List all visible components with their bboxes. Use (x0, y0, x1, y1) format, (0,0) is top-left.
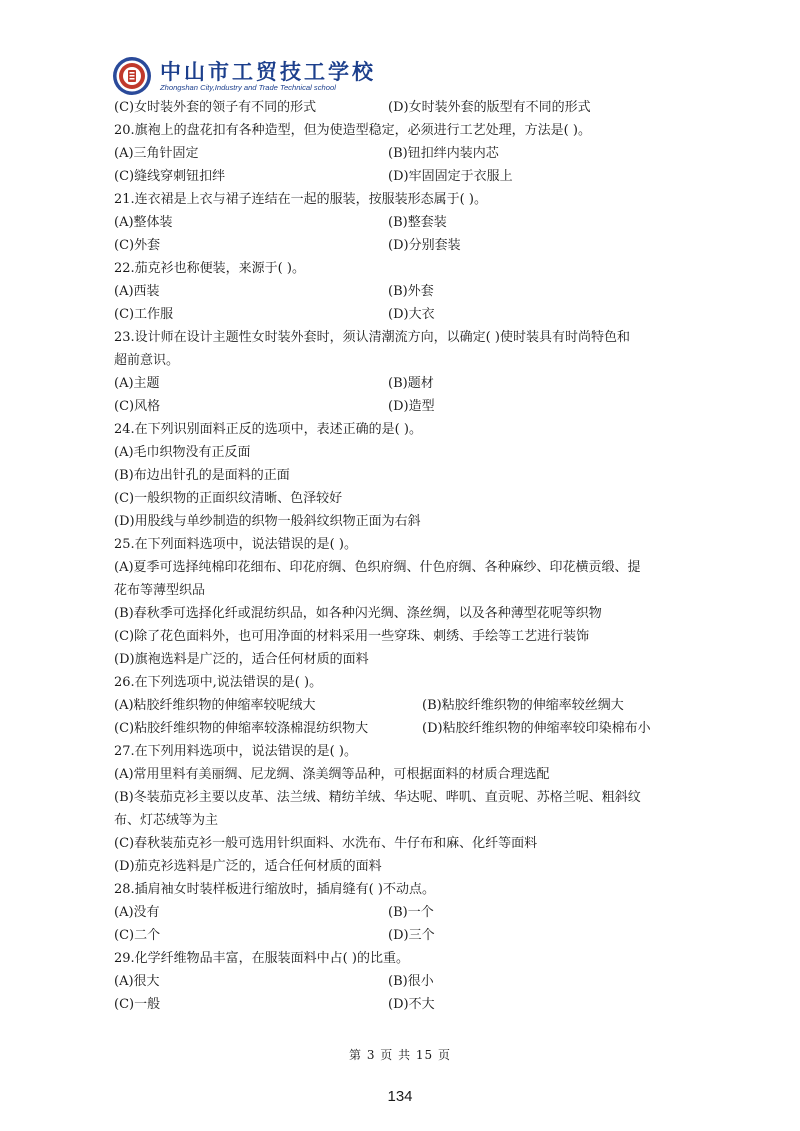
question-stem: 23.设计师在设计主题性女时装外套时，须认清潮流方向，以确定( )使时装具有时尚特色和 (114, 330, 630, 345)
option-c: (C)除了花色面料外，也可用净面的材料采用一些穿珠、刺绣、手绘等工艺进行装饰 (114, 629, 590, 644)
option-b: (B)整套装 (388, 215, 447, 230)
question-stem: 27.在下列用料选项中，说法错误的是( )。 (114, 744, 357, 759)
option-c: (C)一般 (114, 997, 161, 1012)
option-d: (D)不大 (388, 997, 435, 1012)
option-row (114, 142, 694, 165)
option-b: (B)布边出针孔的是面料的正面 (114, 468, 290, 483)
question-stem: 25.在下列面料选项中，说法错误的是( )。 (114, 537, 357, 552)
option-a: (A)三角针固定 (114, 146, 199, 161)
option-row (114, 211, 694, 234)
option-b: (B)钮扣绊内装内芯 (388, 146, 499, 161)
option-a: (A)西装 (114, 284, 160, 299)
option-c: (C)风格 (114, 399, 161, 414)
option-a: (A)毛巾织物没有正反面 (114, 445, 251, 460)
option-row (114, 280, 694, 303)
option-row (114, 924, 694, 947)
option-b-continued: 布、灯芯绒等为主 (114, 813, 219, 828)
option-row (114, 372, 694, 395)
page-info: 第 3 页 共 15 页 (349, 1048, 451, 1062)
option-b: (B)冬装茄克衫主要以皮革、法兰绒、精纺羊绒、华达呢、哔叽、直贡呢、苏格兰呢、粗斜纹 (114, 790, 641, 805)
option-row (114, 96, 694, 119)
page-header (112, 54, 512, 98)
option-c: (C)缝线穿刺钮扣绊 (114, 169, 226, 184)
option-b: (B)题材 (388, 376, 434, 391)
option-a: (A)很大 (114, 974, 160, 989)
option-d: (D)分别套装 (388, 238, 461, 253)
option-a: (A)整体装 (114, 215, 173, 230)
option-a: (A)没有 (114, 905, 160, 920)
school-name-cn: 中山市工贸技工学校 (160, 59, 376, 84)
option-a: (A)粘胶纤维织物的伸缩率较呢绒大 (114, 698, 316, 713)
option-c: (C)春秋装茄克衫一般可选用针织面料、水洗布、牛仔布和麻、化纤等面料 (114, 836, 538, 851)
option-c: (C)粘胶纤维织物的伸缩率较涤棉混纺织物大 (114, 721, 369, 736)
option-c: (C)二个 (114, 928, 161, 943)
option-row (114, 165, 694, 188)
option-b: (B)很小 (388, 974, 434, 989)
option-a: (A)主题 (114, 376, 160, 391)
question-stem-continued: 超前意识。 (114, 353, 180, 368)
option-d: (D)女时装外套的版型有不同的形式 (388, 100, 591, 115)
option-c: (C)外套 (114, 238, 161, 253)
question-stem: 28.插肩袖女时装样板进行缩放时，插肩缝有( )不动点。 (114, 882, 435, 897)
option-d: (D)茄克衫选料是广泛的，适合任何材质的面料 (114, 859, 382, 874)
option-c: (C)女时装外套的领子有不同的形式 (114, 100, 317, 115)
question-list (114, 96, 694, 1016)
question-stem: 26.在下列选项中,说法错误的是( )。 (114, 675, 323, 690)
option-d: (D)牢固固定于衣服上 (388, 169, 513, 184)
option-a-continued: 花布等薄型织品 (114, 583, 206, 598)
option-d: (D)造型 (388, 399, 435, 414)
option-d: (D)旗袍选料是广泛的，适合任何材质的面料 (114, 652, 369, 667)
option-row (114, 901, 694, 924)
option-row (114, 395, 694, 418)
option-d: (D)粘胶纤维织物的伸缩率较印染棉布小 (422, 721, 651, 736)
question-stem: 29.化学纤维物品丰富，在服装面料中占( )的比重。 (114, 951, 409, 966)
option-row (114, 993, 694, 1016)
question-stem: 20.旗袍上的盘花扣有各种造型，但为使造型稳定，必须进行工艺处理，方法是( )。 (114, 123, 591, 138)
school-name-en: Zhongshan City,Industry and Trade Technical school (160, 83, 336, 92)
option-row (114, 303, 694, 326)
option-row (114, 970, 694, 993)
option-c: (C)工作服 (114, 307, 174, 322)
question-stem: 24.在下列识别面料正反的选项中，表述正确的是( )。 (114, 422, 422, 437)
option-b: (B)一个 (388, 905, 434, 920)
option-a: (A)夏季可选择纯棉印花细布、印花府绸、色织府绸、什色府绸、各种麻纱、印花横贡缎、提 (114, 560, 641, 575)
page-number: 134 (387, 1088, 413, 1105)
option-c: (C)一般织物的正面织纹清晰、色泽较好 (114, 491, 343, 506)
option-b: (B)春秋季可选择化纤或混纺织品，如各种闪光绸、涤丝绸，以及各种薄型花呢等织物 (114, 606, 602, 621)
option-b: (B)粘胶纤维织物的伸缩率较丝绸大 (422, 698, 624, 713)
option-row (114, 694, 694, 717)
option-row (114, 234, 694, 257)
option-d: (D)用股线与单纱制造的织物一般斜纹织物正面为右斜 (114, 514, 421, 529)
option-row (114, 717, 694, 740)
option-b: (B)外套 (388, 284, 434, 299)
question-stem: 21.连衣裙是上衣与裙子连结在一起的服装，按服装形态属于( )。 (114, 192, 487, 207)
option-d: (D)三个 (388, 928, 435, 943)
question-stem: 22.茄克衫也称便装，来源于( )。 (114, 261, 305, 276)
school-emblem-icon (112, 56, 152, 96)
option-a: (A)常用里料有美丽绸、尼龙绸、涤美绸等品种，可根据面料的材质合理选配 (114, 767, 550, 782)
option-d: (D)大衣 (388, 307, 435, 322)
